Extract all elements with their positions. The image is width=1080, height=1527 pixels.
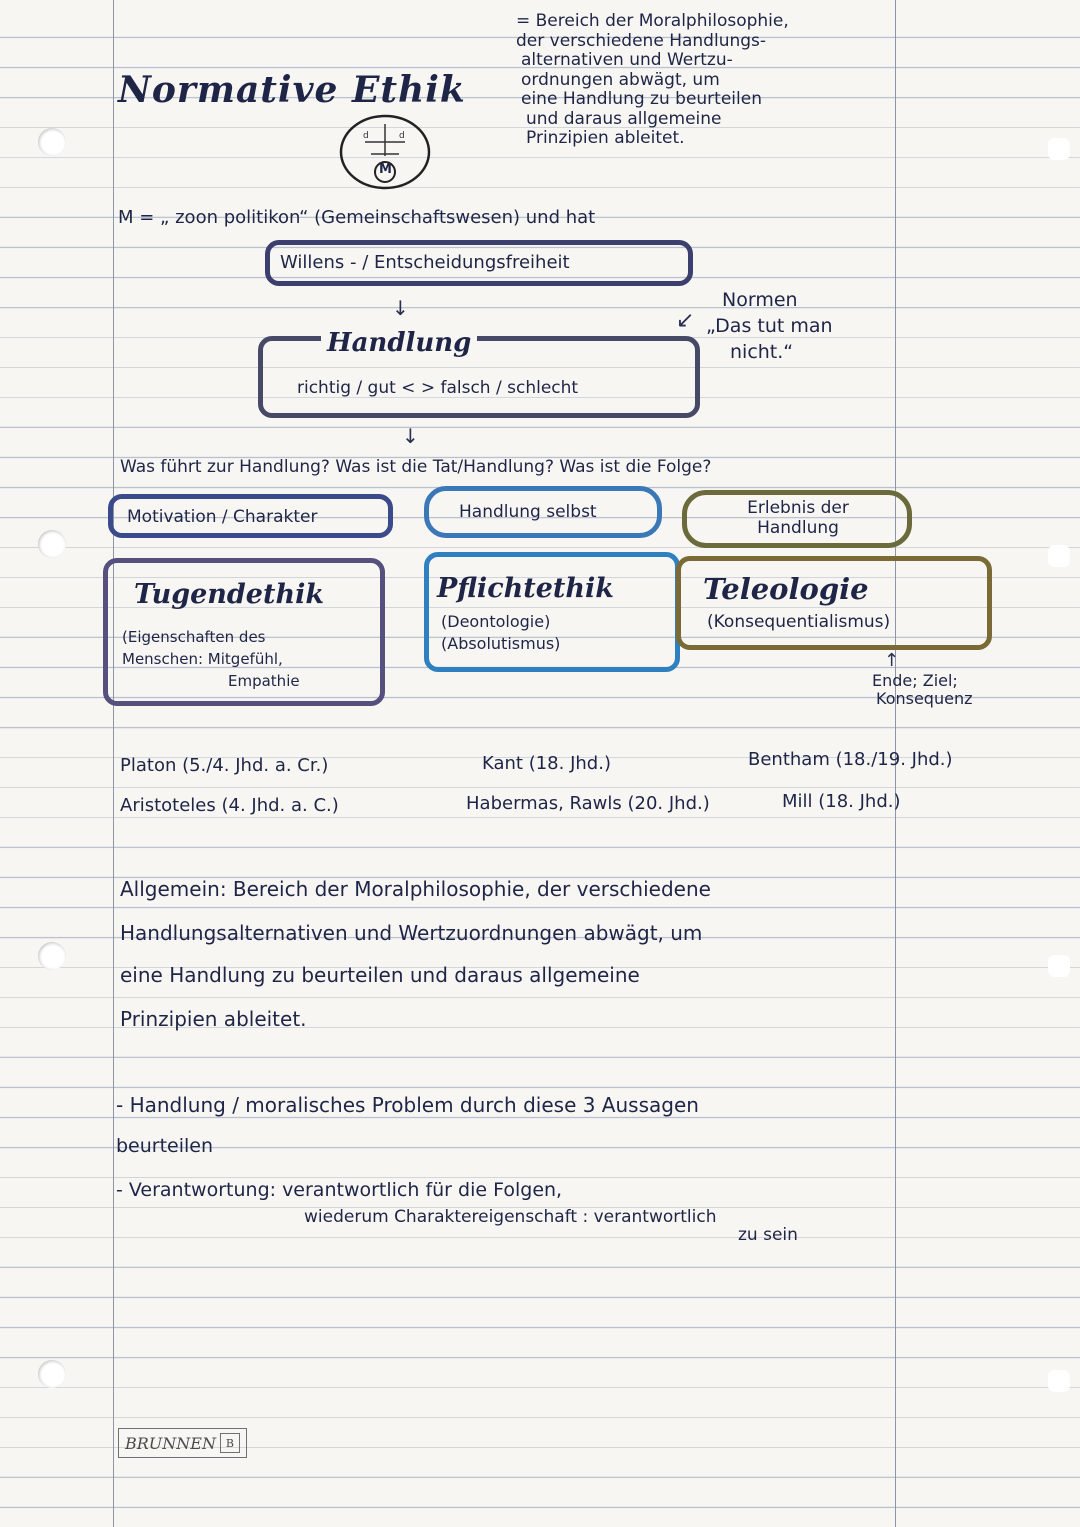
category-label: Handlung selbst: [459, 502, 597, 522]
action-box: [258, 328, 700, 418]
goal-note-line: Konsequenz: [876, 689, 973, 708]
category-box-motivation: [108, 494, 393, 538]
punch-hole-right: [1048, 545, 1070, 567]
note-line: - Handlung / moralisches Problem durch diese 3 Aussagen: [116, 1093, 699, 1117]
norms-note-line: „Das tut man: [706, 315, 833, 337]
norms-note-line: nicht.“: [730, 341, 794, 363]
emblem-letter: M: [379, 162, 392, 177]
punch-hole-right: [1048, 1370, 1070, 1392]
left-margin-line: [113, 0, 114, 1527]
punch-hole-right: [1048, 955, 1070, 977]
freedom-box: [265, 240, 693, 286]
note-line: wiederum Charaktereigenschaft : verantwortlich: [304, 1207, 717, 1227]
theory-line: Menschen: Mitgefühl,: [122, 650, 283, 668]
svg-text:d: d: [363, 131, 369, 141]
norms-note-line: Normen: [722, 289, 798, 311]
general-line: Allgemein: Bereich der Moralphilosophie, der verschiedene: [120, 877, 711, 901]
punch-hole: [38, 128, 66, 156]
punch-hole: [38, 1360, 66, 1388]
definition-line: der verschiedene Handlungs-: [516, 30, 767, 51]
brand-mark-icon: B: [220, 1433, 240, 1453]
philosopher-entry: Aristoteles (4. Jhd. a. C.): [120, 795, 339, 816]
page-title: Normative Ethik: [118, 69, 466, 111]
general-line: Prinzipien ableitet.: [120, 1007, 307, 1031]
note-line: - Verantwortung: verantwortlich für die Folgen,: [116, 1179, 563, 1201]
philosopher-entry: Mill (18. Jhd.): [782, 791, 901, 812]
theory-line: (Absolutismus): [441, 634, 561, 653]
category-box-action: [424, 486, 662, 538]
theory-title: Teleologie: [703, 572, 869, 606]
definition-line: Prinzipien ableitet.: [526, 128, 685, 149]
general-line: eine Handlung zu beurteilen und daraus allgemeine: [120, 963, 640, 987]
theory-box-duty: [424, 552, 680, 672]
philosopher-entry: Platon (5./4. Jhd. a. Cr.): [120, 755, 329, 776]
theory-line: (Deontologie): [441, 612, 551, 631]
freedom-box-label: Willens - / Entscheidungsfreiheit: [280, 252, 570, 273]
definition-line: eine Handlung zu beurteilen: [521, 89, 762, 110]
definition-line: alternativen und Wertzu-: [521, 50, 733, 71]
theory-line: Empathie: [228, 672, 300, 690]
note-line: zu sein: [738, 1225, 798, 1245]
brand-logo: [118, 1428, 247, 1458]
category-box-experience: [682, 490, 912, 548]
theory-line: (Konsequentialismus): [707, 612, 891, 632]
punch-hole-right: [1048, 138, 1070, 160]
punch-hole: [38, 942, 66, 970]
action-box-scale: richtig / gut < > falsch / schlecht: [297, 378, 579, 398]
philosopher-entry: Habermas, Rawls (20. Jhd.): [466, 793, 710, 814]
definition-line: ordnungen abwägt, um: [521, 69, 720, 90]
theory-box-teleology: [676, 556, 992, 650]
definition-block: [496, 11, 789, 149]
punch-hole: [38, 530, 66, 558]
action-box-title: Handlung: [321, 329, 477, 359]
philosopher-entry: Bentham (18./19. Jhd.): [748, 749, 953, 770]
down-arrow-icon: ↓: [402, 424, 419, 448]
category-label: Erlebnis der Handlung: [747, 498, 849, 538]
goal-note-line: Ende; Ziel;: [872, 671, 958, 690]
theory-title: Pflichtethik: [437, 573, 614, 604]
philosopher-entry: Kant (18. Jhd.): [482, 753, 611, 774]
theory-title: Tugendethik: [134, 579, 325, 610]
guiding-questions: Was führt zur Handlung? Was ist die Tat/Handlung? Was ist die Folge?: [120, 457, 712, 477]
arrow-left-icon: ↙: [676, 308, 695, 333]
definition-line: = Bereich der Moralphilosophie,: [516, 11, 789, 31]
intro-line: M = „ zoon politikon“ (Gemeinschaftswesen) und hat: [118, 207, 596, 228]
general-line: Handlungsalternativen und Wertzuordnungen abwägt, um: [120, 921, 703, 945]
category-label: Motivation / Charakter: [127, 507, 318, 527]
definition-line: und daraus allgemeine: [526, 108, 722, 129]
down-arrow-icon: ↓: [392, 296, 409, 320]
brand-name: BRUNNEN: [125, 1433, 216, 1453]
theory-box-virtue: [103, 558, 385, 706]
theory-line: (Eigenschaften des: [122, 628, 266, 646]
svg-text:d: d: [399, 131, 405, 141]
note-line: beurteilen: [116, 1135, 214, 1157]
ethics-emblem: [335, 112, 435, 194]
up-arrow-icon: ↑: [884, 650, 900, 671]
